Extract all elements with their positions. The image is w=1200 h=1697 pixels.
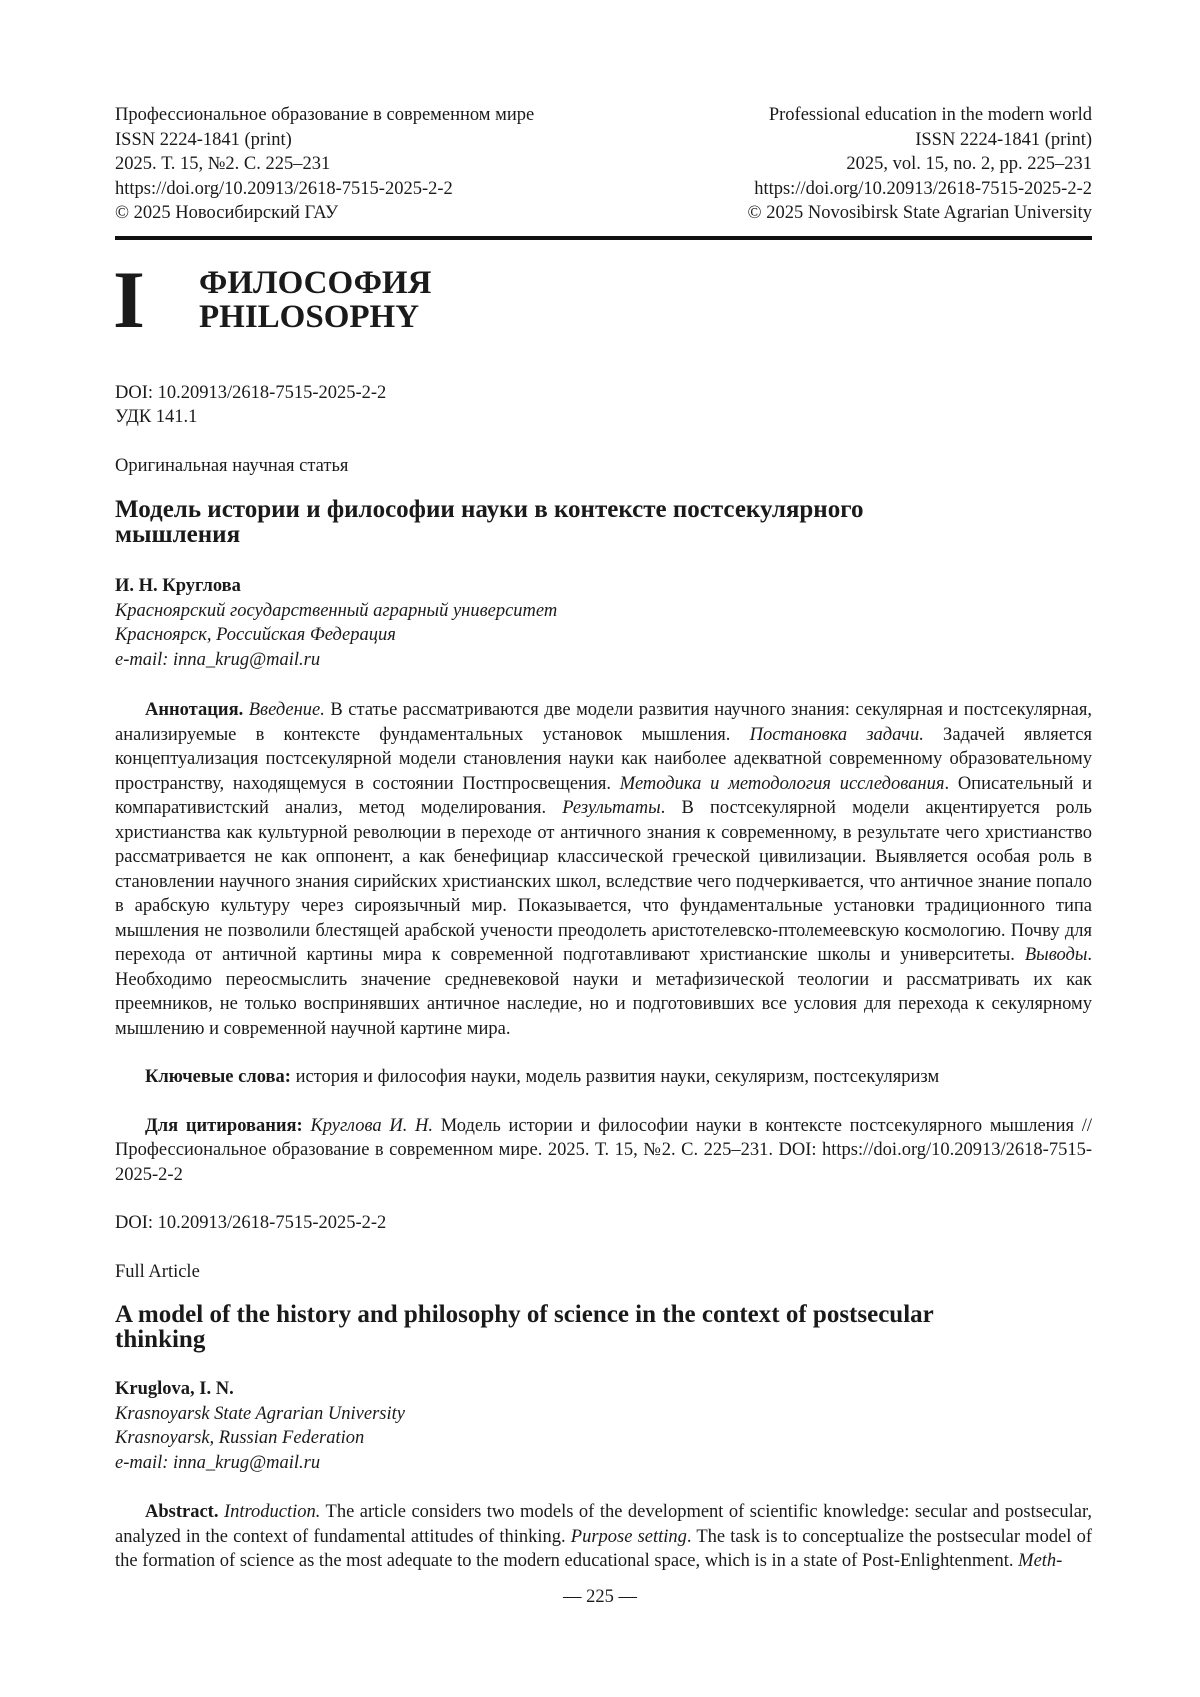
conclusions-label-ru: Выводы [1025, 945, 1088, 965]
affiliation-ru: Красноярский государственный аграрный университет [115, 599, 1092, 624]
citation-ru [115, 1114, 1092, 1188]
email-en[interactable]: e-mail: inna_krug@mail.ru [115, 1451, 1092, 1476]
article-title-en: A model of the history and philosophy of science in the context of postsecular thinking [115, 1302, 975, 1352]
location-ru: Красноярск, Российская Федерация [115, 623, 1092, 648]
abstract-label-ru: Аннотация. [145, 700, 243, 720]
udc: УДК 141.1 [115, 405, 1092, 430]
section-name-ru: ФИЛОСОФИЯ [199, 266, 431, 300]
method-label-en: Meth- [1018, 1551, 1062, 1571]
results-text-ru: . В постсекулярной модели акцентируется роль христианства как культурной революции в переходе от античного знания к современному, в результате чего христианство рассматривается не как оппонент, а как бенефициар классической греческой цивилизации. Выявляется особая роль в становлении научного знания сирийских христианских школ, вследствие чего подчеркивается, что античное знание попало в арабскую культуру через сироязычный мир. Показывается, что фундаментальные установки традиционного типа мышления не позволили блестящей арабской учености преодолеть аристотелевско-птолемеевскую космологию. Почву для перехода от античной картины мира к современной подготавливают христианские школы и университеты. [115, 798, 1092, 965]
journal-header [115, 103, 1092, 226]
keywords-ru [115, 1065, 1092, 1090]
conclusions-text-ru: . Необходимо переосмыслить значение средневековой науки и метафизической теологии и рассматривать их как преемников, не только воспринявших античное наследие, но и подготовивших все условия для перехода к секулярному мышлению и современной научной картине мира. [115, 945, 1092, 1039]
cite-text-ru: Модель истории и философии науки в контексте постсекулярного мышления // Профессиональное образование в современном мире. 2025. Т. 15, №2. С. 225–231. DOI: https://doi.org/10.20913/2618-7515-2025-2-2 [115, 1116, 1092, 1185]
keywords-text-ru: история и философия науки, модель развития науки, секуляризм, постсекуляризм [291, 1067, 939, 1087]
doi-link-ru[interactable]: https://doi.org/10.20913/2618-7515-2025-2-2 [115, 177, 534, 202]
author-en: Kruglova, I. N. [115, 1377, 1092, 1402]
section-numeral: I [113, 265, 199, 335]
article-page [115, 103, 1092, 1574]
purpose-label-ru: Постановка задачи. [750, 725, 924, 745]
copyright-en: © 2025 Novosibirsk State Agrarian University [748, 201, 1092, 226]
method-label-ru: Методика и методология исследования [620, 774, 945, 794]
location-en: Krasnoyarsk, Russian Federation [115, 1426, 1092, 1451]
issue-en: 2025, vol. 15, no. 2, pp. 225–231 [748, 152, 1092, 177]
article-type-en: Full Article [115, 1260, 1092, 1285]
intro-text-ru: В статье рассматриваются две модели развития научного знания: секулярная и постсекулярная, анализируемые в контексте фундаментальных установок мышления. [115, 700, 1092, 745]
journal-header-en [748, 103, 1092, 226]
author-ru: И. Н. Круглова [115, 574, 1092, 599]
header-divider [115, 236, 1092, 240]
purpose-label-en: Purpose setting [571, 1527, 687, 1547]
cite-author-ru: Круглова И. Н. [310, 1116, 433, 1136]
abstract-label-en: Abstract. [145, 1502, 218, 1522]
doi-ru[interactable]: DOI: 10.20913/2618-7515-2025-2-2 [115, 381, 1092, 406]
purpose-text-en: . The task is to conceptualize the postsecular model of the formation of science as the most adequate to the modern educational space, which is in a state of Post-Enlightenment. [115, 1527, 1092, 1572]
cite-label-ru: Для цитирования: [145, 1116, 303, 1136]
copyright-ru: © 2025 Новосибирский ГАУ [115, 201, 534, 226]
issn-ru: ISSN 2224-1841 (print) [115, 128, 534, 153]
email-ru[interactable]: e-mail: inna_krug@mail.ru [115, 648, 1092, 673]
page-number: — 225 — [0, 1587, 1200, 1608]
section-names [199, 266, 431, 334]
section-heading [115, 263, 1092, 338]
journal-name-en: Professional education in the modern world [748, 103, 1092, 128]
issn-en: ISSN 2224-1841 (print) [748, 128, 1092, 153]
intro-label-ru: Введение. [249, 700, 325, 720]
doi-en[interactable]: DOI: 10.20913/2618-7515-2025-2-2 [115, 1211, 1092, 1236]
article-type-ru: Оригинальная научная статья [115, 454, 1092, 479]
intro-label-en: Introduction. [224, 1502, 320, 1522]
doi-link-en[interactable]: https://doi.org/10.20913/2618-7515-2025-2-2 [748, 177, 1092, 202]
keywords-label-ru: Ключевые слова: [145, 1067, 291, 1087]
section-name-en: PHILOSOPHY [199, 300, 431, 334]
issue-ru: 2025. Т. 15, №2. С. 225–231 [115, 152, 534, 177]
intro-text-en: The article considers two models of the development of scientific knowledge: secular and postsecular, analyzed in the context of fundamental attitudes of thinking. [115, 1502, 1092, 1547]
results-label-ru: Результаты [562, 798, 660, 818]
journal-header-ru [115, 103, 534, 226]
method-text-ru: . Описательный и компаративистский анализ, метод моделирования. [115, 774, 1092, 819]
affiliation-en: Krasnoyarsk State Agrarian University [115, 1402, 1092, 1427]
journal-name-ru: Профессиональное образование в современном мире [115, 103, 534, 128]
purpose-text-ru: Задачей является концептуализация постсекулярной модели становления науки как наиболее адекватной современному образовательному пространству, находящемуся в состоянии Постпросвещения. [115, 725, 1092, 794]
abstract-ru [115, 698, 1092, 1041]
article-title-ru: Модель истории и философии науки в контексте постсекулярного мышления [115, 497, 975, 547]
abstract-en [115, 1500, 1092, 1574]
